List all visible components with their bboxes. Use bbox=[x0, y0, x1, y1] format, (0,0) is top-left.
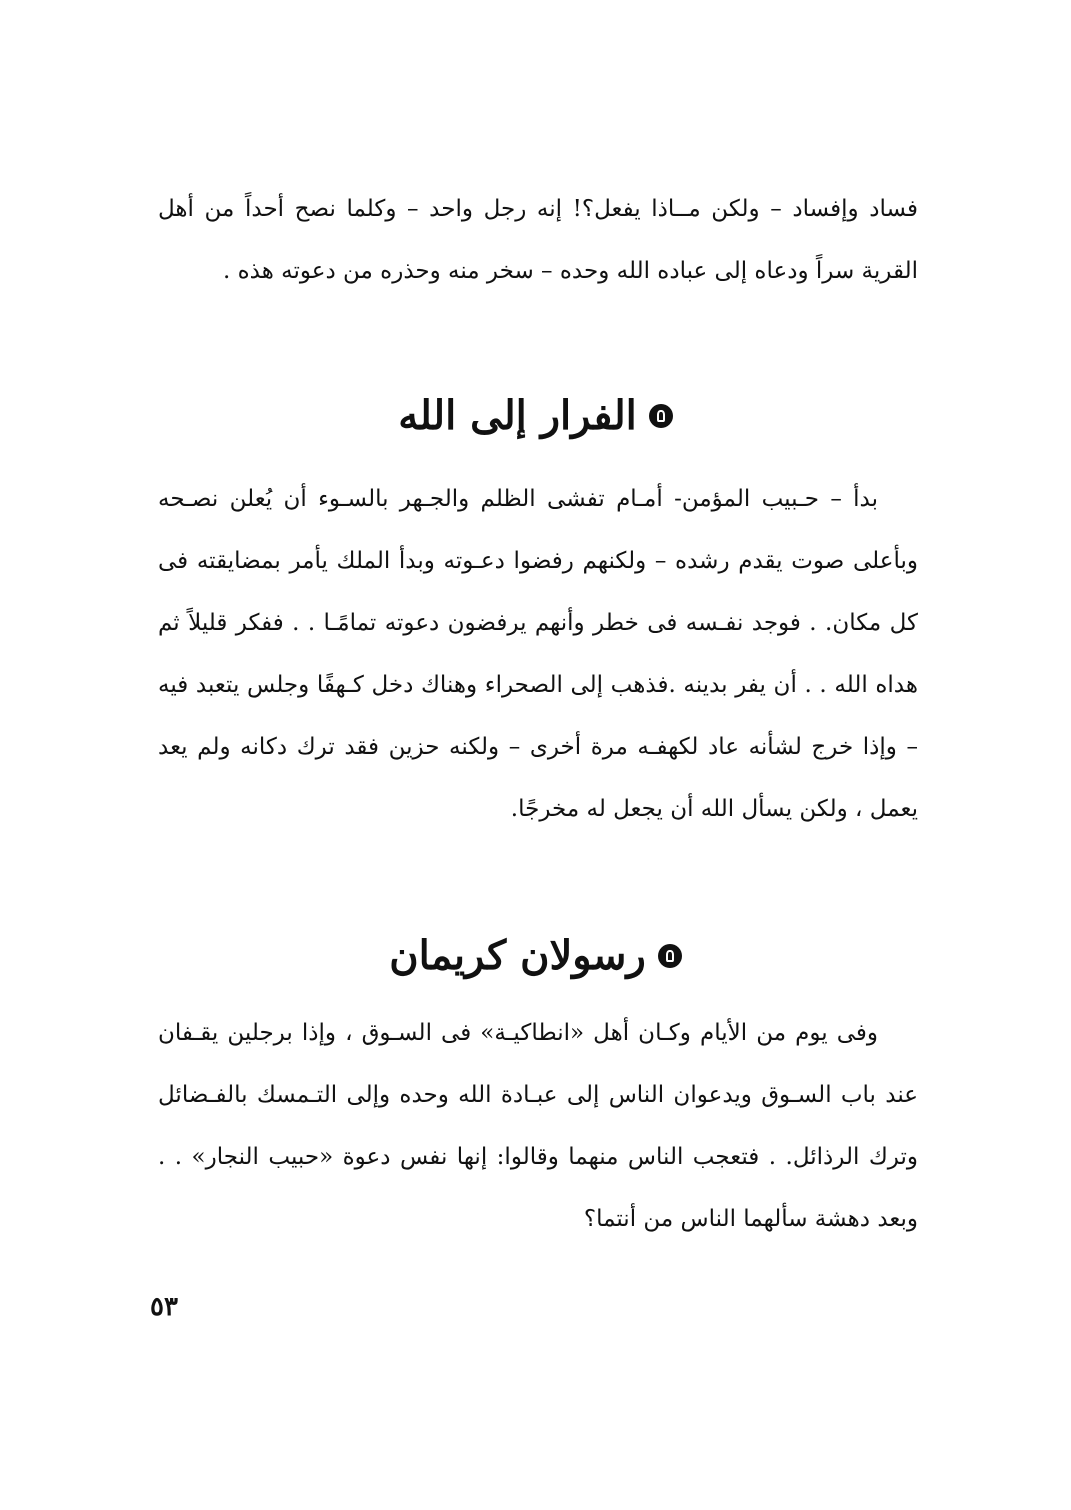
ornament-bullet-icon bbox=[649, 404, 673, 428]
heading-wrap bbox=[398, 386, 673, 446]
heading-text: رسولان كريمان bbox=[389, 932, 646, 979]
heading-wrap bbox=[389, 926, 682, 986]
paragraph-3: وفى يوم من الأيام وكـان أهل «انطاكيـة» فى السـوق ، وإذا برجلين يقـفان عند باب السـوق ويدعوان الناس إلى عبـادة الله وحده وإلى التـمسك بالفـضائل وترك الرذائل. . فتعجب الناس منهما وقالوا: إنها نفس دعوة «حبيب النجار» . . وبعد دهشة سألهما الناس من أنتما؟ bbox=[158, 1020, 918, 1232]
section-heading-two-messengers bbox=[0, 925, 1071, 986]
paragraph-1: فساد وإفساد – ولكن مــاذا يفعل؟! إنه رجل واحد – وكلما نصح أحداً من أهل القرية سراً ودعاه إلى عباده الله وحده – سخر منه وحذره من دعوته هذه . bbox=[158, 196, 918, 284]
ornament-bullet-icon bbox=[658, 944, 682, 968]
page-number: ٥٣ bbox=[150, 1292, 178, 1322]
heading-text: الفرار إلى الله bbox=[398, 392, 637, 439]
section-heading-flight-to-god bbox=[0, 385, 1071, 446]
paragraph-2: بدأ – حـبيب المؤمن- أمـام تفشى الظلم والجـهر بالسـوء أن يُعلن نصـحه وبأعلى صوت يقدم رشده – ولكنهم رفضوا دعـوته وبدأ الملك يأمر بمضايقته فى كل مكان. . فوجد نفـسه فى خطر وأنهم يرفضون دعوته تمامًـا . . ففكر قليلاً ثم هداه الله . . أن يفر بدينه .فذهب إلى الصحراء وهناك دخل كـهفًا وجلس يتعبد فيه – وإذا خرج لشأنه عاد لكهفـه مرة أخرى – ولكنه حزين فقد ترك دكانه ولم يعد يعمل ، ولكن يسأل الله أن يجعل له مخرجًا. bbox=[158, 486, 918, 822]
